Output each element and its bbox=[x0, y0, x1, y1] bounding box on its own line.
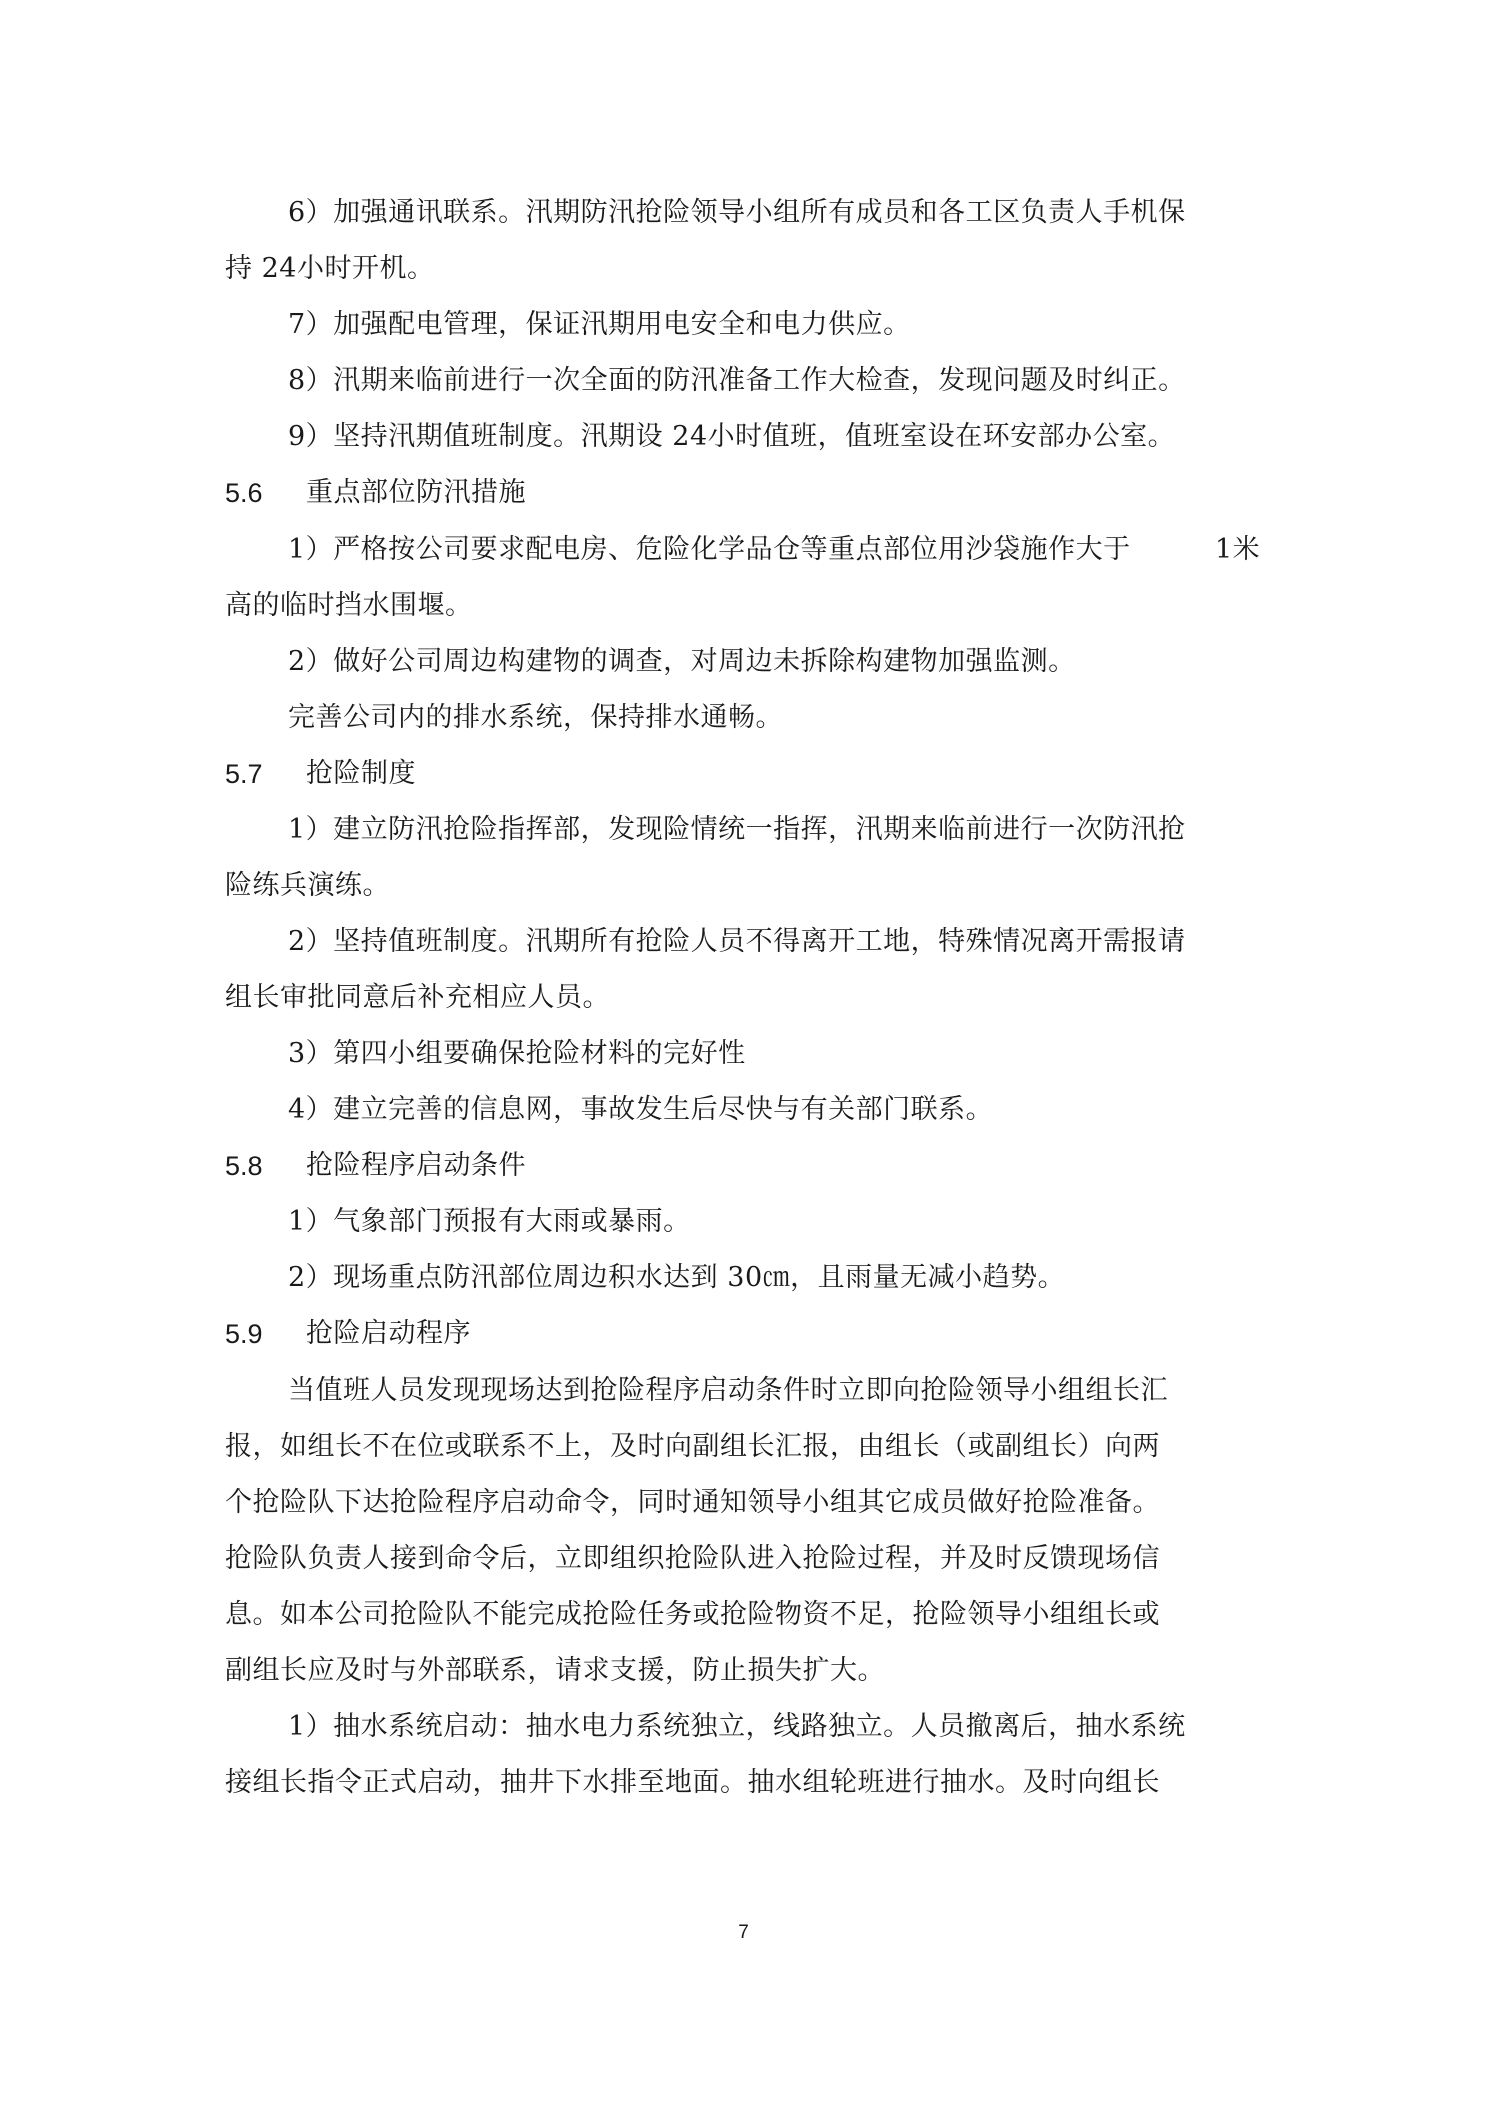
section-title: 抢险制度 bbox=[306, 758, 416, 789]
pump-item-1-line1: 1）抽水系统启动：抽水电力系统独立，线路独立。人员撤离后，抽水系统 bbox=[288, 1711, 1186, 1742]
list-item-8: 8）汛期来临前进行一次全面的防汛准备工作大检查，发现问题及时纠正。 bbox=[288, 365, 1186, 396]
list-item-6-line1: 6）加强通讯联系。汛期防汛抢险领导小组所有成员和各工区负责人手机保 bbox=[288, 197, 1186, 228]
rule-item-1-line2: 险练兵演练。 bbox=[225, 870, 390, 901]
measure-item-1-line2: 高的临时挡水围堰。 bbox=[225, 590, 473, 621]
condition-item-2: 2）现场重点防汛部位周边积水达到 30㎝，且雨量无减小趋势。 bbox=[288, 1262, 1066, 1293]
measure-item-1-line1: 1）严格按公司要求配电房、危险化学品仓等重点部位用沙袋施作大于 bbox=[288, 534, 1131, 565]
procedure-paragraph-line4: 抢险队负责人接到命令后，立即组织抢险队进入抢险过程，并及时反馈现场信 bbox=[225, 1543, 1160, 1574]
rule-item-2-line1: 2）坚持值班制度。汛期所有抢险人员不得离开工地，特殊情况离开需报请 bbox=[288, 926, 1186, 957]
list-item-9: 9）坚持汛期值班制度。汛期设 24小时值班，值班室设在环安部办公室。 bbox=[288, 421, 1176, 452]
section-number: 5.6 bbox=[225, 478, 263, 508]
procedure-paragraph-line2: 报，如组长不在位或联系不上，及时向副组长汇报，由组长（或副组长）向两 bbox=[225, 1431, 1160, 1462]
procedure-paragraph-line1: 当值班人员发现现场达到抢险程序启动条件时立即向抢险领导小组组长汇 bbox=[288, 1375, 1168, 1406]
section-title: 重点部位防汛措施 bbox=[306, 477, 526, 508]
section-title: 抢险程序启动条件 bbox=[306, 1150, 526, 1181]
rule-item-2-line2: 组长审批同意后补充相应人员。 bbox=[225, 982, 610, 1013]
section-number: 5.8 bbox=[225, 1151, 263, 1181]
page-number: 7 bbox=[738, 1922, 749, 1943]
measure-item-2: 2）做好公司周边构建物的调查，对周边未拆除构建物加强监测。 bbox=[288, 646, 1076, 677]
procedure-paragraph-line6: 副组长应及时与外部联系，请求支援，防止损失扩大。 bbox=[225, 1655, 885, 1686]
procedure-paragraph-line5: 息。如本公司抢险队不能完成抢险任务或抢险物资不足，抢险领导小组组长或 bbox=[225, 1599, 1160, 1630]
measure-item-3: 完善公司内的排水系统，保持排水通畅。 bbox=[288, 702, 783, 733]
section-number: 5.9 bbox=[225, 1319, 263, 1349]
list-item-7: 7）加强配电管理，保证汛期用电安全和电力供应。 bbox=[288, 309, 911, 340]
measure-item-1-height: 1米 bbox=[1215, 534, 1261, 565]
rule-item-4: 4）建立完善的信息网，事故发生后尽快与有关部门联系。 bbox=[288, 1094, 994, 1125]
section-title: 抢险启动程序 bbox=[306, 1318, 471, 1349]
section-number: 5.7 bbox=[225, 759, 263, 789]
rule-item-1-line1: 1）建立防汛抢险指挥部，发现险情统一指挥，汛期来临前进行一次防汛抢 bbox=[288, 814, 1186, 845]
list-item-6-line2: 持 24小时开机。 bbox=[225, 253, 435, 284]
pump-item-1-line2: 接组长指令正式启动，抽井下水排至地面。抽水组轮班进行抽水。及时向组长 bbox=[225, 1767, 1160, 1798]
rule-item-3: 3）第四小组要确保抢险材料的完好性 bbox=[288, 1038, 746, 1069]
condition-item-1: 1）气象部门预报有大雨或暴雨。 bbox=[288, 1206, 691, 1237]
procedure-paragraph-line3: 个抢险队下达抢险程序启动命令，同时通知领导小组其它成员做好抢险准备。 bbox=[225, 1487, 1160, 1518]
